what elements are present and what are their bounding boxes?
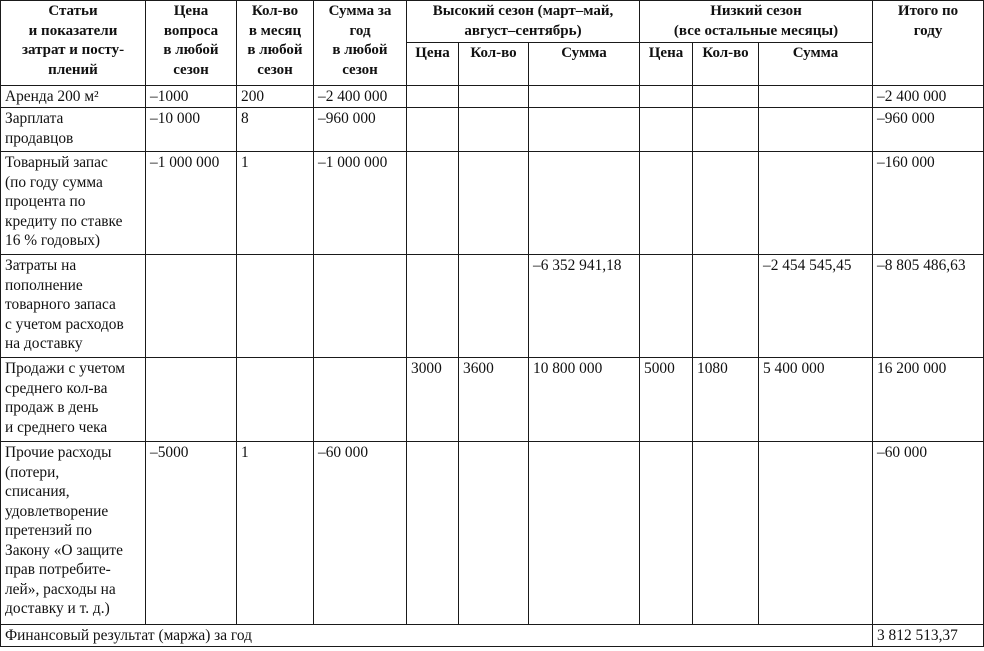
table-row [1,86,984,108]
cell-qty: 1 [237,152,314,255]
cell-high-qty [459,152,529,255]
cell-low-sum: 5 400 000 [759,358,873,442]
subheader-low-qty: Кол-во [693,43,759,86]
cell-low-qty [693,442,759,625]
cell-total: –160 000 [873,152,984,255]
table-row [1,358,984,442]
cell-total: 16 200 000 [873,358,984,442]
cell-high-sum: 10 800 000 [529,358,640,442]
cell-sum-year: –960 000 [314,108,407,152]
table-row [1,108,984,152]
cell-high-qty [459,86,529,108]
cell-total: –8 805 486,63 [873,255,984,358]
cell-low-price [640,108,693,152]
subheader-high-sum: Сумма [529,43,640,86]
cell-high-qty [459,108,529,152]
cell-qty: 8 [237,108,314,152]
table-body [1,86,984,647]
row-label: Прочие расходы (потери, списания, удовлетворение претензий по Закону «О защите прав потребите- лей», расходы на доставку и т. д.) [1,442,146,625]
cell-high-price [407,108,459,152]
cell-high-price [407,255,459,358]
header-high-season: Высокий сезон (март–май, август–сентябрь) [407,1,640,43]
cell-total: –2 400 000 [873,86,984,108]
cell-low-sum [759,442,873,625]
subheader-high-qty: Кол-во [459,43,529,86]
cell-low-qty: 1080 [693,358,759,442]
cell-low-sum [759,86,873,108]
cell-low-price [640,86,693,108]
cell-high-sum [529,442,640,625]
cell-sum-year: –1 000 000 [314,152,407,255]
cell-low-price: 5000 [640,358,693,442]
cell-low-sum [759,108,873,152]
header-sum-per-year: Сумма за год в любой сезон [314,1,407,86]
subheader-low-price: Цена [640,43,693,86]
header-qty-per-month: Кол-во в месяц в любой сезон [237,1,314,86]
cell-qty [237,358,314,442]
table-row [1,442,984,625]
table-row [1,152,984,255]
financial-result-label: Финансовый результат (маржа) за год [1,625,873,647]
cell-price: –5000 [146,442,237,625]
cell-sum-year: –2 400 000 [314,86,407,108]
cell-total: –960 000 [873,108,984,152]
cell-low-qty [693,108,759,152]
header-items: Статьи и показатели затрат и посту- плений [1,1,146,86]
table-row [1,255,984,358]
cell-high-price [407,152,459,255]
cell-high-sum [529,108,640,152]
row-label: Аренда 200 м² [1,86,146,108]
cell-low-sum: –2 454 545,45 [759,255,873,358]
cell-qty: 1 [237,442,314,625]
row-label: Продажи с учетом среднего кол-ва продаж в день и среднего чека [1,358,146,442]
cell-qty [237,255,314,358]
cell-low-qty [693,86,759,108]
cell-low-qty [693,255,759,358]
subheader-low-sum: Сумма [759,43,873,86]
row-label: Затраты на пополнение товарного запаса с учетом расходов на доставку [1,255,146,358]
cell-high-price: 3000 [407,358,459,442]
cell-high-price [407,442,459,625]
cell-total: –60 000 [873,442,984,625]
cell-sum-year [314,358,407,442]
subheader-high-price: Цена [407,43,459,86]
header-low-season: Низкий сезон (все остальные месяцы) [640,1,873,43]
cell-qty: 200 [237,86,314,108]
header-price-any-season: Цена вопроса в любой сезон [146,1,237,86]
cell-price [146,255,237,358]
cell-price [146,358,237,442]
header-total-year: Итого по году [873,1,984,86]
row-label: Зарплата продавцов [1,108,146,152]
cell-high-price [407,86,459,108]
cell-sum-year [314,255,407,358]
cell-high-qty [459,255,529,358]
cell-sum-year: –60 000 [314,442,407,625]
cell-low-price [640,255,693,358]
cell-price: –1000 [146,86,237,108]
cell-high-sum: –6 352 941,18 [529,255,640,358]
cell-price: –10 000 [146,108,237,152]
cell-high-sum [529,152,640,255]
cell-price: –1 000 000 [146,152,237,255]
cell-low-qty [693,152,759,255]
cell-low-price [640,152,693,255]
cell-low-sum [759,152,873,255]
row-label: Товарный запас (по году сумма процента по кредиту по ставке 16 % годовых) [1,152,146,255]
cell-high-qty: 3600 [459,358,529,442]
cell-high-sum [529,86,640,108]
financial-result-total: 3 812 513,37 [873,625,984,647]
footer-row [1,625,984,647]
cell-low-price [640,442,693,625]
cell-high-qty [459,442,529,625]
